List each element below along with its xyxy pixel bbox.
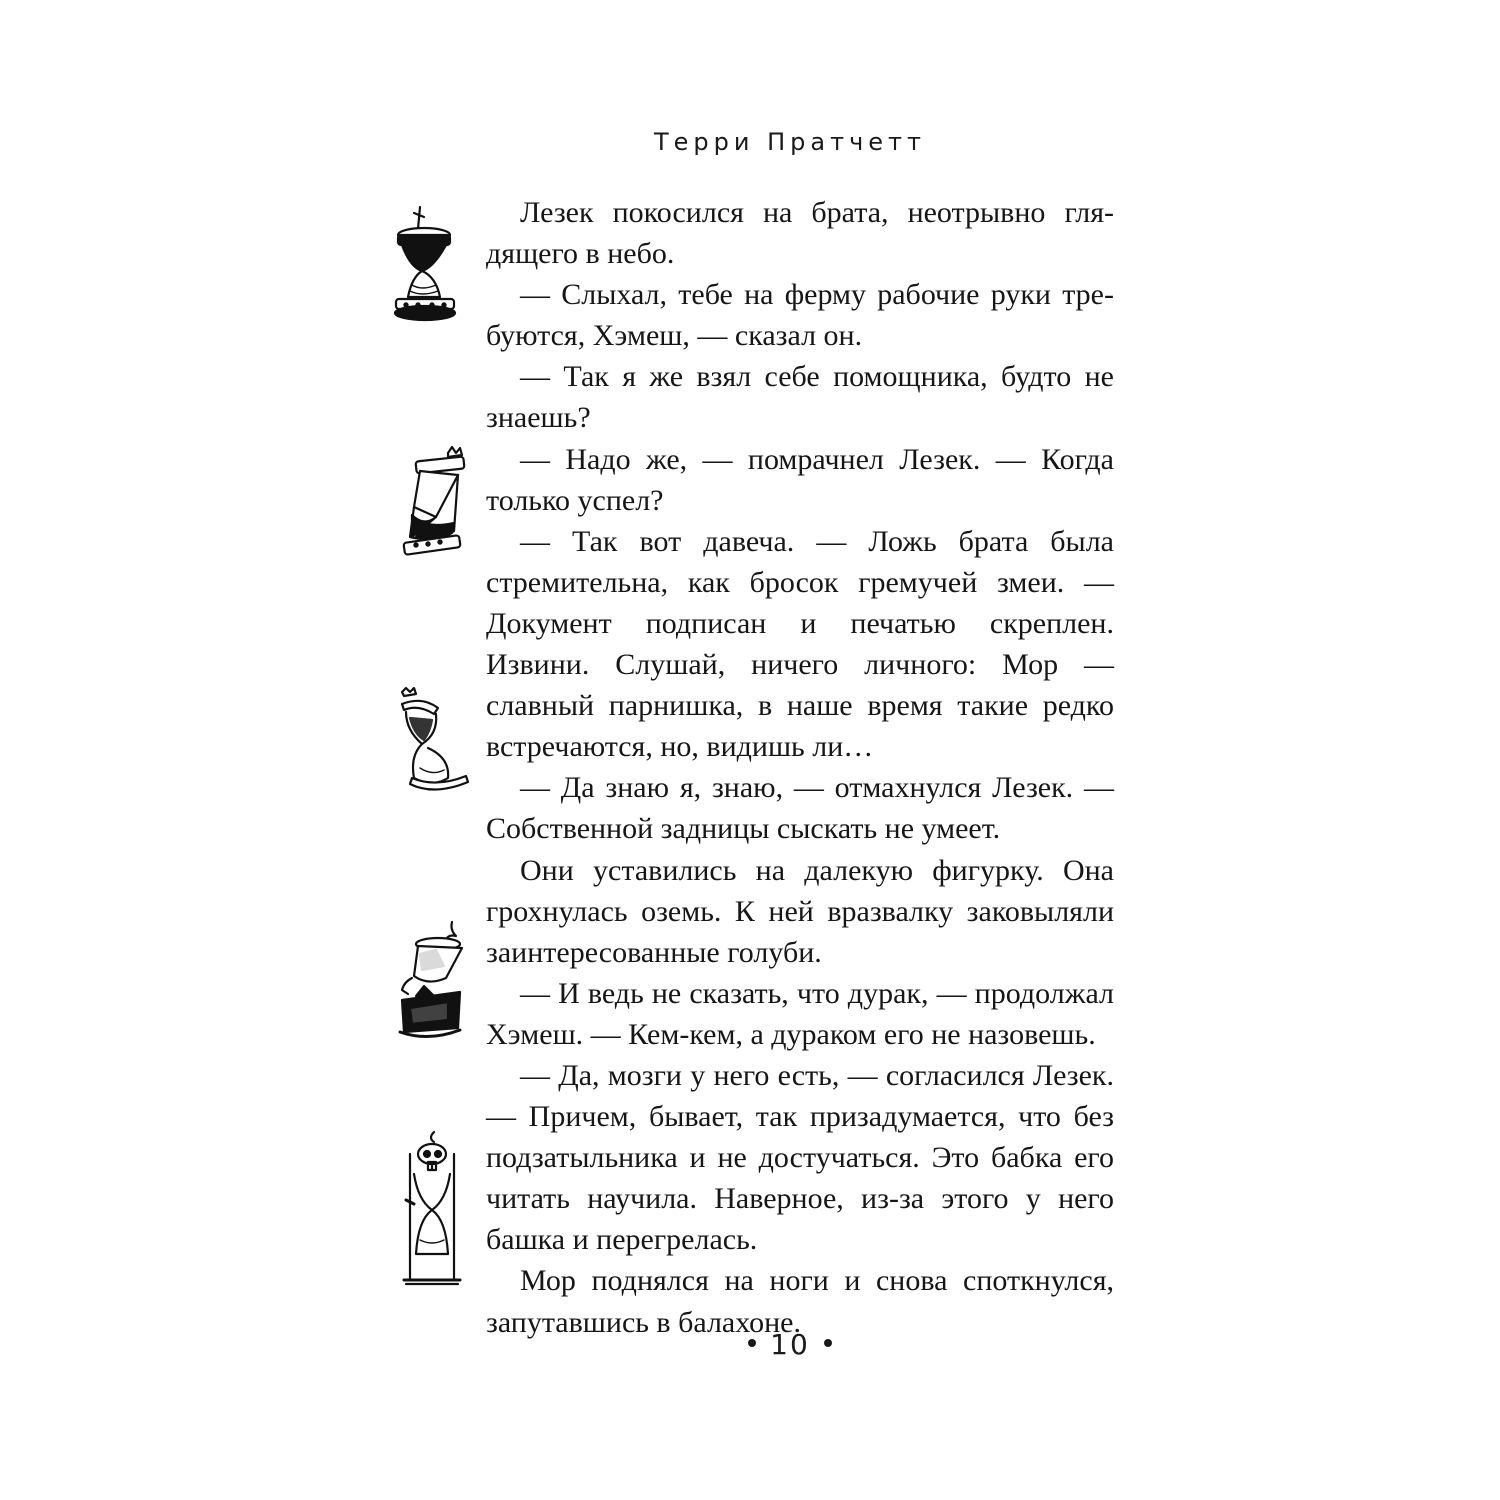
hourglass-broken-icon <box>388 920 478 1040</box>
paragraph: — Надо же, — помрачнел Лезек. — Когда только успел? <box>486 442 1114 517</box>
hourglass-skull-icon <box>388 1130 478 1250</box>
hourglass-sword-icon <box>382 205 472 325</box>
page-number-value: 10 <box>770 1328 810 1361</box>
body-text <box>486 192 1114 1343</box>
running-header-author: Терри Пратчетт <box>654 128 926 156</box>
bullet-dot-icon <box>748 1339 756 1347</box>
paragraph: Мор поднялся на ноги и снова споткнулся, запутавшись в балахоне. <box>486 1264 1114 1339</box>
paragraph: — Слыхал, тебе на ферму рабочие руки требуются, Хэмеш, — сказал он. <box>486 278 1114 353</box>
paragraph: Лезек покосился на брата, неотрывно глядящего в небо. <box>486 196 1114 271</box>
hourglass-crown-icon <box>390 445 480 565</box>
paragraph: — Так вот давеча. — Ложь брата была стремительна, как бросок гремучей змеи. — Документ подписан и печатью скреплен. Извини. Слушай, ничего личного: Мор — славный парнишка, в наше время такие редко встречаются, но, видишь ли… <box>486 524 1114 764</box>
page-number <box>0 1328 1500 1361</box>
bullet-dot-icon <box>824 1339 832 1347</box>
paragraph: — Да, мозги у него есть, — согласился Лезек. — Причем, бывает, так призадумается, что без подзатыльника и не достучаться. Это бабка его читать научила. Наверное, из-за этого у него башка и перегрелась. <box>486 1058 1114 1257</box>
paragraph: — И ведь не сказать, что дурак, — продолжал Хэмеш. — Кем-кем, а дураком его не назовешь. <box>486 976 1114 1051</box>
hourglass-tilted-crown-icon <box>388 686 478 806</box>
paragraph: — Так я же взял себе помощника, будто не знаешь? <box>486 360 1114 435</box>
paragraph: — Да знаю я, знаю, — отмахнулся Лезек. — Собственной задницы сыскать не умеет. <box>486 771 1114 846</box>
paragraph: Они уставились на далекую фигурку. Она грохнулась оземь. К ней вразвалку заковыляли заинтересованные голуби. <box>486 853 1114 969</box>
